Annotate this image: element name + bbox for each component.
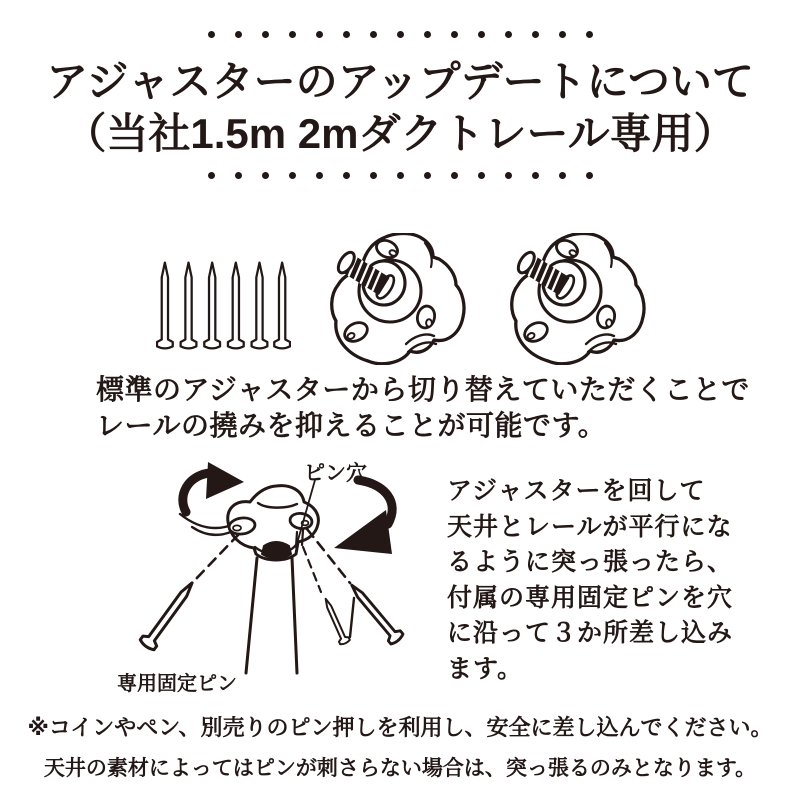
dot	[397, 31, 404, 38]
dotted-divider-bottom	[0, 172, 800, 179]
dot	[586, 31, 593, 38]
dot	[532, 31, 539, 38]
dot	[316, 31, 323, 38]
dot	[532, 172, 539, 179]
installation-diagram	[100, 450, 440, 700]
dot	[343, 31, 350, 38]
dot	[370, 31, 377, 38]
dot	[424, 31, 431, 38]
dot	[289, 31, 296, 38]
rotate-arrow-right	[334, 480, 392, 554]
intro-line-1: 標準のアジャスターから切り替えていただくことで	[96, 374, 750, 405]
dot	[235, 172, 242, 179]
title-line-1: アジャスターのアップデートについて	[46, 58, 754, 105]
instruction-line: 付属の専用固定ピンを穴	[447, 583, 734, 612]
caution-note-2: 天井の素材によってはピンが刺さらない場合は、突っ張るのみとなります。	[43, 757, 757, 780]
dot	[397, 172, 404, 179]
dot	[505, 172, 512, 179]
intro-line-2: レールの撓みを抑えることが可能です。	[96, 410, 607, 441]
dot	[586, 172, 593, 179]
instruction-line: 天井とレールが平行にな	[447, 512, 733, 541]
intro-paragraph	[96, 372, 750, 444]
dot	[289, 172, 296, 179]
diagram-pins	[139, 578, 404, 652]
pole	[246, 558, 297, 673]
adjuster-knob-right	[509, 233, 647, 365]
instruction-line: に沿って３か所差し込み	[447, 619, 734, 647]
fixing-pins-illustration	[156, 256, 291, 357]
instruction-line: アジャスターを回して	[447, 477, 706, 505]
fixing-pin-label: 専用固定ピン	[117, 673, 237, 695]
dot	[451, 31, 458, 38]
guide-tick	[350, 598, 354, 637]
instruction-line: ます。	[447, 654, 524, 683]
dot	[478, 31, 485, 38]
pin-hole-label: ピン穴	[304, 462, 367, 485]
dot	[559, 172, 566, 179]
dot	[262, 172, 269, 179]
dot	[208, 31, 215, 38]
page-title	[0, 56, 800, 160]
dotted-divider-top	[0, 31, 800, 38]
dot	[424, 172, 431, 179]
dot	[262, 31, 269, 38]
dot	[505, 31, 512, 38]
dot	[343, 172, 350, 179]
dot	[559, 31, 566, 38]
dot	[370, 172, 377, 179]
title-line-2: （当社1.5m 2mダクトレール専用）	[64, 110, 736, 157]
dot	[316, 172, 323, 179]
dot	[235, 31, 242, 38]
dot	[451, 172, 458, 179]
dot	[208, 172, 215, 179]
dot	[478, 172, 485, 179]
caution-note-1: ※コインやペン、別売りのピン押しを利用し、安全に差し込んでください。	[27, 715, 773, 740]
instruction-line: るように突っ張ったら、	[447, 548, 734, 576]
adjuster-knob-left	[329, 233, 467, 365]
step-instructions	[447, 474, 733, 687]
